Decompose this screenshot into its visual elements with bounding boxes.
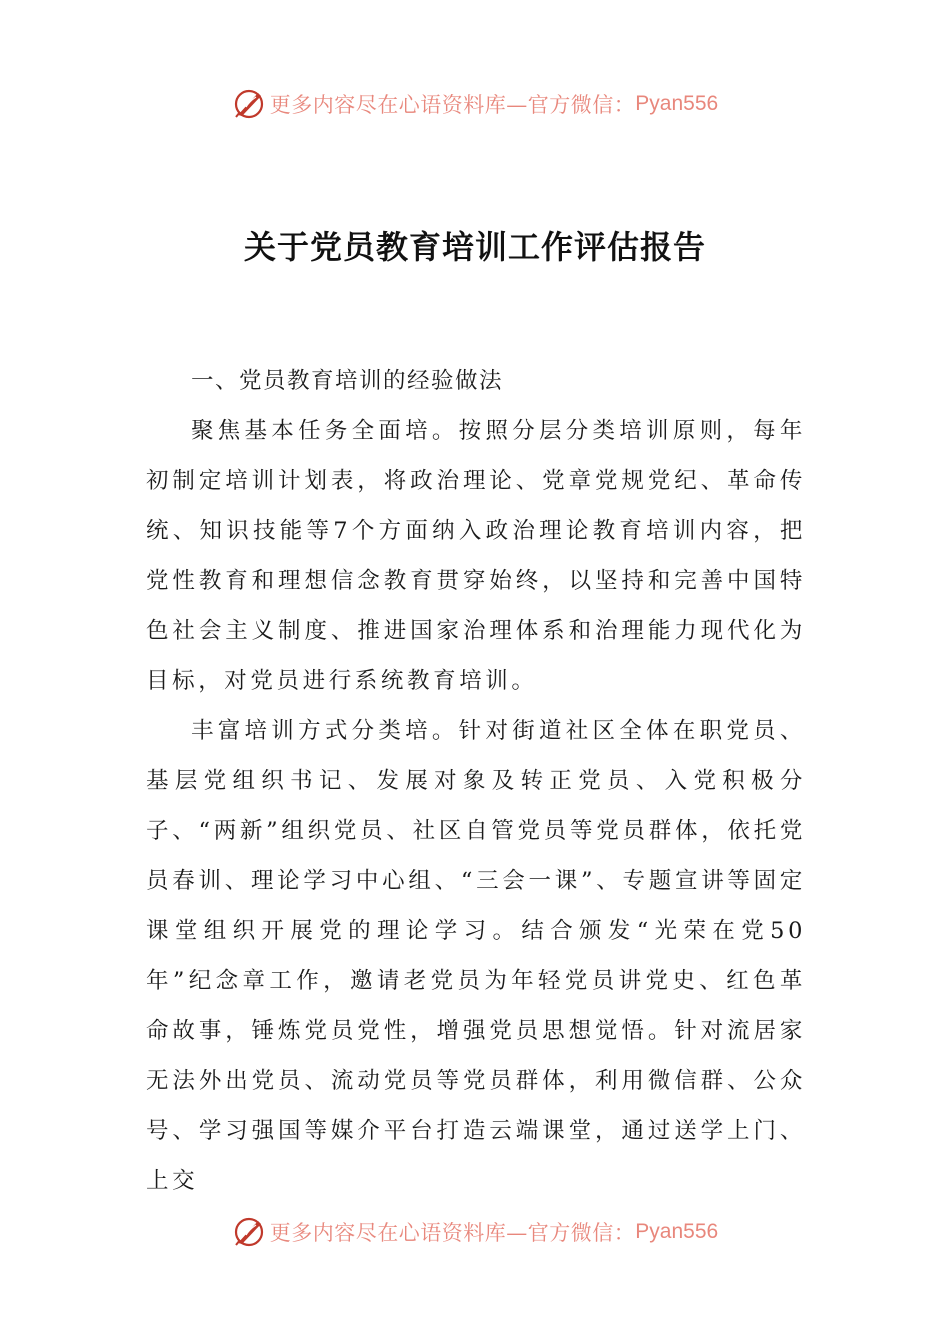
paragraph: 聚焦基本任务全面培。按照分层分类培训原则，每年初制定培训计划表，将政治理论、党章党规党纪、革命传统、知识技能等7个方面纳入政治理论教育培训内容，把党性教育和理想信念教育贯穿始终，以坚持和完善中国特色社会主义制度、推进国家治理体系和治理能力现代化为目标，对党员进行系统教育培训。 — [146, 418, 806, 694]
quill-pen-logo-icon — [232, 87, 266, 121]
document-body — [146, 356, 806, 1206]
section-heading: 一、党员教育培训的经验做法 — [191, 368, 504, 394]
header-banner — [0, 84, 950, 124]
quill-pen-logo-icon — [232, 1215, 266, 1249]
banner-text: 更多内容尽在心语资料库—官方微信： — [269, 93, 636, 117]
banner-wechat-id: Pyan556 — [635, 92, 719, 115]
banner-text: 更多内容尽在心语资料库—官方微信： — [269, 1221, 636, 1245]
document-title: 关于党员教育培训工作评估报告 — [243, 228, 706, 266]
banner-wechat-id: Pyan556 — [635, 1220, 719, 1243]
paragraph: 丰富培训方式分类培。针对街道社区全体在职党员、基层党组织书记、发展对象及转正党员、入党积极分子、“两新”组织党员、社区自管党员等党员群体，依托党员春训、理论学习中心组、“三会一课”、专题宣讲等固定课堂组织开展党的理论学习。结合颁发“光荣在党50年”纪念章工作，邀请老党员为年轻党员讲党史、红色革命故事，锤炼党员党性，增强党员思想觉悟。针对流居家无法外出党员、流动党员等党员群体，利用微信群、公众号、学习强国等媒介平台打造云端课堂，通过送学上门、上交 — [146, 718, 806, 1194]
footer-banner — [0, 1212, 950, 1252]
